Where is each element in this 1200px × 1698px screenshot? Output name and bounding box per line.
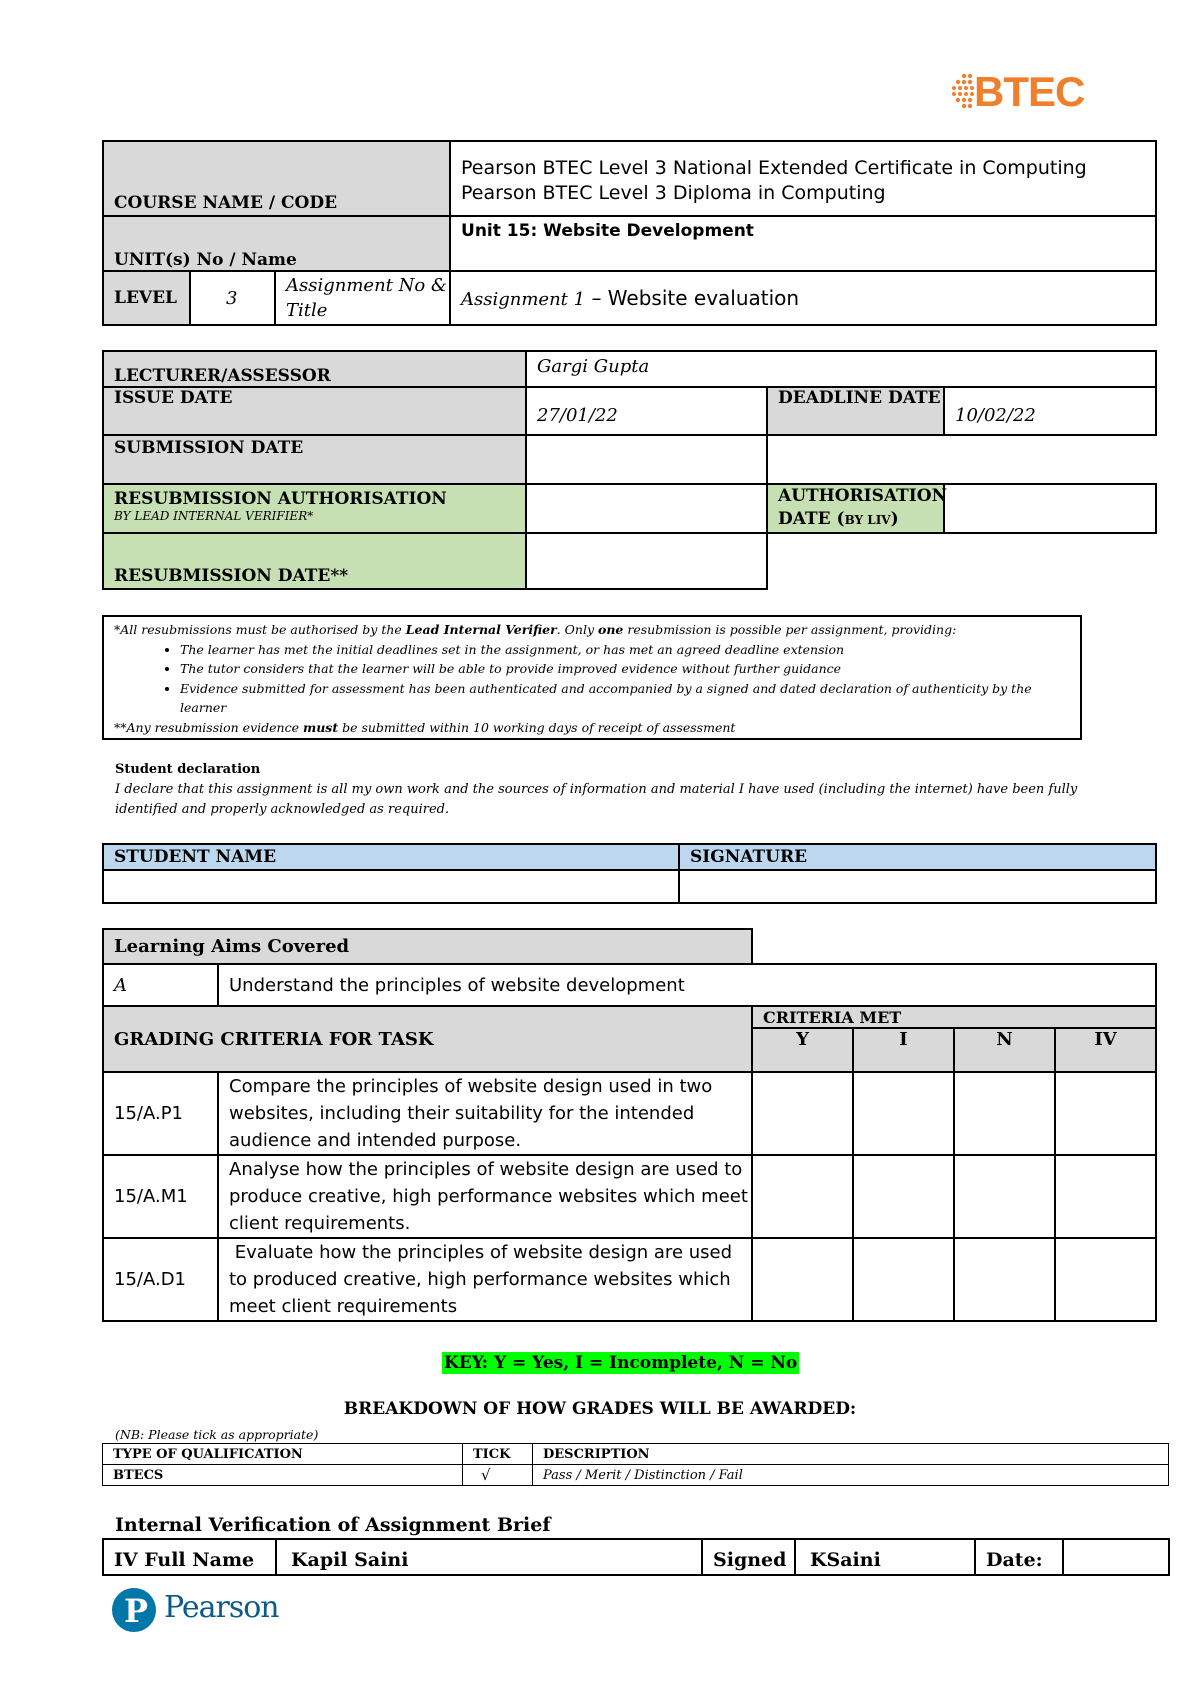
notes-bullet: • The learner has met the initial deadlines set in the assignment, or has met an agreed deadline extension [180, 640, 1070, 660]
criteria-met-label: CRITERIA MET [752, 1006, 1156, 1028]
qualification-header-type: TYPE OF QUALIFICATION [103, 1444, 463, 1465]
deadline-date-value: 10/02/22 [944, 387, 1156, 435]
notes-intro-b: Lead Internal Verifier [405, 622, 557, 637]
criterion-check-iv[interactable] [1055, 1238, 1156, 1321]
iv-table [102, 1538, 1170, 1576]
resubmission-auth-label: RESUBMISSION AUTHORISATION [114, 489, 447, 509]
course-value-line1: Pearson BTEC Level 3 National Extended Certificate in Computing [461, 157, 1087, 179]
criterion-check-i[interactable] [853, 1238, 954, 1321]
submission-date-label: SUBMISSION DATE [103, 435, 526, 484]
aim-text: Understand the principles of website development [218, 964, 1156, 1006]
level-value: 3 [190, 271, 275, 325]
student-name-field[interactable] [103, 870, 679, 903]
resubmission-notes [102, 615, 1082, 740]
notes-footer-a: **Any resubmission evidence [114, 719, 303, 735]
declaration-text: I declare that this assignment is all my own work and the sources of information and material I have used (including the internet) have been fully identified and properly acknowledged as required. [115, 782, 1078, 817]
level-label: LEVEL [103, 271, 190, 325]
criterion-code: 15/A.M1 [103, 1155, 218, 1238]
resubmission-date-label: RESUBMISSION DATE** [103, 533, 526, 589]
btec-logo [950, 70, 1096, 120]
criterion-check-n[interactable] [954, 1238, 1055, 1321]
qualification-header-tick: TICK [463, 1444, 533, 1465]
submission-date-value[interactable] [526, 435, 767, 484]
deadline-date-label: DEADLINE DATE [767, 387, 944, 435]
grading-header: GRADING CRITERIA FOR TASK [103, 1006, 752, 1072]
auth-date-a: DATE ( [778, 509, 845, 529]
resubmission-auth-cell [103, 484, 526, 533]
btec-logo-text: BTEC [974, 68, 1085, 115]
declaration-title: Student declaration [115, 762, 261, 777]
iv-signed[interactable]: KSaini [795, 1539, 975, 1575]
assignment-title [450, 271, 1156, 325]
criterion-text: Evaluate how the principles of website design are used to produced creative, high performance websites which meet client requirements [218, 1238, 752, 1321]
criterion-code: 15/A.D1 [103, 1238, 218, 1321]
iv-date-label: Date: [975, 1539, 1063, 1575]
course-label: COURSE NAME / CODE [103, 141, 450, 216]
grading-key: KEY: Y = Yes, I = Incomplete, N = No [444, 1353, 798, 1373]
issue-date-label: ISSUE DATE [103, 387, 526, 435]
assessment-dates-table [102, 350, 1157, 590]
notes-bullet: • The tutor considers that the learner will be able to provide improved evidence without further guidance [180, 659, 1070, 679]
col-n: N [954, 1028, 1055, 1072]
qualification-table [102, 1443, 1169, 1486]
notes-bullets [114, 640, 1070, 718]
notes-intro-d: one [597, 622, 624, 637]
assignment-rest: – Website evaluation [585, 286, 800, 310]
col-i: I [853, 1028, 954, 1072]
criterion-check-iv[interactable] [1055, 1155, 1156, 1238]
qualification-header-description: DESCRIPTION [533, 1444, 1169, 1465]
notes-footer-c: be submitted within 10 working days of receipt of assessment [338, 719, 736, 735]
course-value [450, 141, 1156, 216]
signature-label: SIGNATURE [679, 844, 1156, 870]
assignment-label: Assignment No & Title [275, 271, 450, 325]
criterion-check-y[interactable] [752, 1155, 853, 1238]
authorisation-date-label-line2 [778, 508, 943, 532]
criterion-check-iv[interactable] [1055, 1072, 1156, 1155]
student-table [102, 843, 1157, 904]
qualification-type: BTECS [103, 1465, 463, 1486]
blank-cell-2 [767, 533, 1156, 589]
iv-full-name-label: IV Full Name [103, 1539, 276, 1575]
criterion-check-y[interactable] [752, 1238, 853, 1321]
course-info-table [102, 140, 1157, 326]
criterion-check-i[interactable] [853, 1155, 954, 1238]
criterion-code: 15/A.P1 [103, 1072, 218, 1155]
grading-table [102, 928, 1157, 1322]
iv-date[interactable] [1063, 1539, 1169, 1575]
col-iv: IV [1055, 1028, 1156, 1072]
breakdown-title: BREAKDOWN OF HOW GRADES WILL BE AWARDED: [343, 1399, 857, 1419]
pearson-circle-icon: P [112, 1588, 156, 1632]
blank-cell [767, 435, 1156, 484]
course-value-line2: Pearson BTEC Level 3 Diploma in Computing [461, 182, 886, 204]
btec-dots-icon [950, 72, 976, 112]
notes-intro [114, 620, 1070, 640]
iv-title: Internal Verification of Assignment Brief [115, 1514, 551, 1536]
aim-code: A [103, 964, 218, 1006]
issue-date-value: 27/01/22 [526, 387, 767, 435]
lecturer-value: Gargi Gupta [526, 351, 1156, 387]
assignment-prefix: Assignment 1 [461, 289, 586, 310]
unit-value: Unit 15: Website Development [450, 216, 1156, 271]
breakdown-note: (NB: Please tick as appropriate) [115, 1427, 319, 1442]
blank-cell-3 [752, 929, 1156, 964]
learning-aims-title: Learning Aims Covered [103, 929, 752, 964]
criterion-check-n[interactable] [954, 1155, 1055, 1238]
resubmission-auth-sub: BY LEAD INTERNAL VERIFIER* [114, 509, 314, 523]
criterion-text: Analyse how the principles of website design are used to produce creative, high performance websites which meet client requirements. [218, 1155, 752, 1238]
criterion-check-n[interactable] [954, 1072, 1055, 1155]
iv-full-name[interactable]: Kapil Saini [276, 1539, 702, 1575]
authorisation-date-label-line1: AUTHORISATION [778, 486, 948, 506]
unit-label: UNIT(s) No / Name [103, 216, 450, 271]
col-y: Y [752, 1028, 853, 1072]
criterion-text: Compare the principles of website design used in two websites, including their suitability for the intended audience and intended purpose. [218, 1072, 752, 1155]
authorisation-date-label [767, 484, 948, 533]
lecturer-label: LECTURER/ASSESSOR [103, 351, 526, 387]
notes-intro-a: *All resubmissions must be authorised by the [114, 622, 406, 637]
resubmission-auth-value[interactable] [526, 484, 767, 533]
notes-bullet: • Evidence submitted for assessment has been authenticated and accompanied by a signed and dated declaration of authenticity by the learner [180, 679, 1070, 718]
notes-footer [114, 718, 1070, 738]
criterion-check-i[interactable] [853, 1072, 954, 1155]
pearson-logo-text: Pearson [164, 1590, 279, 1625]
iv-signed-label: Signed [702, 1539, 795, 1575]
notes-footer-b: must [302, 719, 339, 735]
qualification-tick[interactable]: √ [463, 1465, 533, 1486]
student-declaration [115, 760, 1115, 820]
criterion-check-y[interactable] [752, 1072, 853, 1155]
student-name-label: STUDENT NAME [103, 844, 679, 870]
notes-intro-c: . Only [556, 622, 598, 637]
auth-date-c: ) [890, 509, 899, 529]
qualification-description: Pass / Merit / Distinction / Fail [533, 1465, 1169, 1486]
resubmission-date-value[interactable] [526, 533, 767, 589]
authorisation-date-value[interactable] [944, 484, 1156, 533]
pearson-logo [112, 1588, 312, 1638]
auth-date-b: BY LIV [844, 513, 891, 527]
notes-intro-e: resubmission is possible per assignment, providing: [623, 622, 957, 637]
signature-field[interactable] [679, 870, 1156, 903]
